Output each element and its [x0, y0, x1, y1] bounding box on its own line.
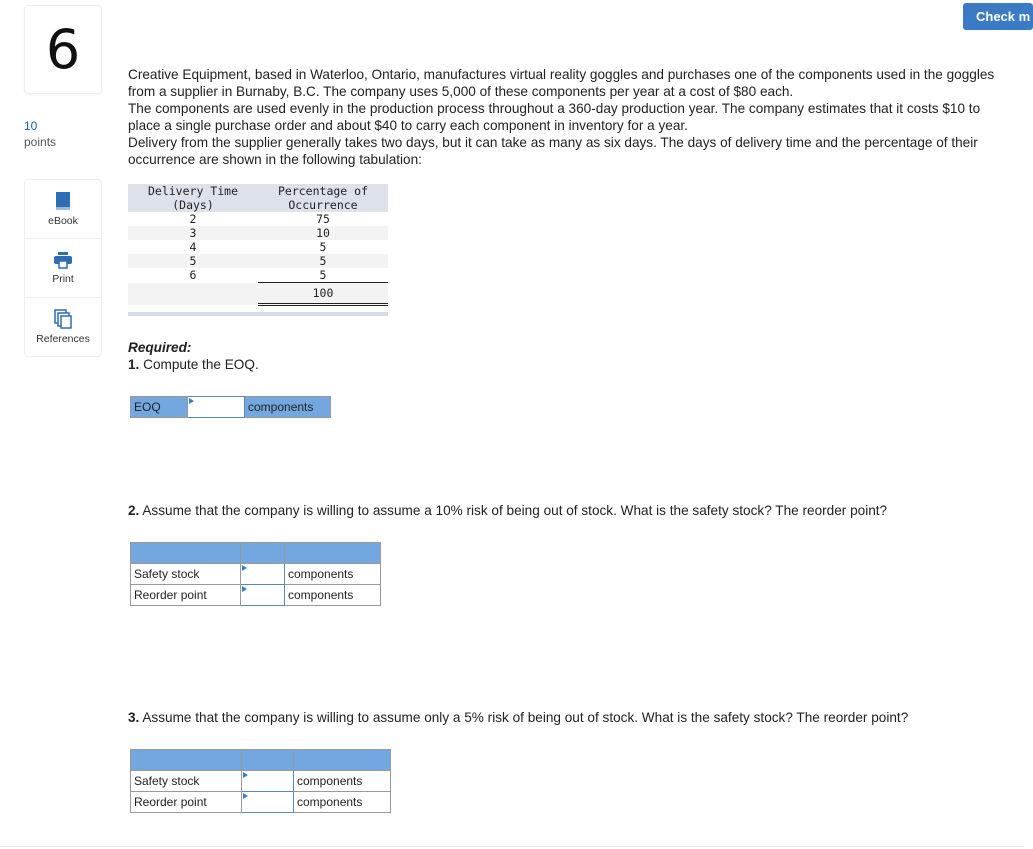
- header-percentage: Percentage of: [258, 184, 388, 198]
- q3-answer-table: [130, 749, 391, 813]
- q3-number: 3.: [128, 710, 140, 725]
- safety-stock-input[interactable]: [242, 771, 294, 792]
- header-percentage-sub: Occurrence: [258, 198, 388, 212]
- q2-question: Assume that the company is willing to assume a 10% risk of being out of stock. What is the safety stock? The reorder point?: [139, 503, 888, 518]
- eoq-unit: components: [245, 397, 331, 418]
- row-label: Reorder point: [131, 792, 242, 813]
- days-cell: 4: [189, 239, 197, 254]
- safety-stock-input[interactable]: [241, 564, 285, 585]
- check-my-work-button[interactable]: Check m: [963, 3, 1033, 30]
- print-button[interactable]: [25, 239, 101, 298]
- points-value: 10: [24, 119, 38, 133]
- row-label: Reorder point: [131, 585, 241, 606]
- print-label: Print: [52, 273, 74, 285]
- table-row: [128, 226, 388, 240]
- ebook-label: eBook: [48, 215, 78, 227]
- q1-text: Compute the EOQ.: [139, 357, 259, 372]
- copy-icon: [54, 309, 72, 329]
- ebook-button[interactable]: [25, 180, 101, 239]
- unit: components: [285, 585, 381, 606]
- reorder-point-input[interactable]: [242, 792, 294, 813]
- days-cell: 5: [128, 254, 258, 268]
- q1-number: 1.: [128, 357, 140, 372]
- table-footer-bar: [128, 312, 388, 316]
- required-section: [128, 339, 259, 373]
- intro-paragraph: Creative Equipment, based in Waterloo, Ontario, manufactures virtual reality goggles and purchases one of the components used in the goggles from a supplier in Burnaby, B.C. The company uses 5,000 of these components per year at a cost of $80 each.: [128, 67, 995, 99]
- eoq-answer-table: [130, 396, 331, 418]
- printer-icon: [53, 251, 73, 269]
- q2-number: 2.: [128, 503, 140, 518]
- q2-text: [128, 503, 887, 518]
- percent-cell: 5: [319, 239, 327, 254]
- percent-cell: 75: [316, 211, 330, 226]
- unit: components: [285, 564, 381, 585]
- references-button[interactable]: [25, 298, 101, 356]
- book-icon: [55, 191, 71, 211]
- points: [24, 118, 56, 150]
- header-delivery-time-sub: (Days): [128, 198, 258, 212]
- percent-cell: 10: [258, 226, 388, 240]
- eoq-label: EOQ: [131, 397, 188, 418]
- divider: [0, 846, 1024, 847]
- table-row: [131, 771, 391, 792]
- question-number: 6: [24, 5, 102, 94]
- table-row: [128, 268, 388, 283]
- references-label: References: [36, 333, 90, 345]
- reorder-point-input[interactable]: [241, 585, 285, 606]
- days-cell: 6: [189, 267, 197, 282]
- delivery-time-table: [128, 184, 388, 316]
- table-row: [128, 254, 388, 268]
- intro-paragraph: Delivery from the supplier generally takes two days, but it can take as many as six days. The days of delivery time and the percentage of their occurrence are shown in the following tabulation:: [128, 135, 978, 167]
- row-label: Safety stock: [131, 771, 242, 792]
- unit: components: [294, 771, 391, 792]
- q3-text: [128, 710, 908, 725]
- days-cell: 3: [128, 226, 258, 240]
- percent-cell: 5: [258, 254, 388, 268]
- table-row: [131, 585, 381, 606]
- required-heading: Required:: [128, 340, 192, 355]
- total-cell: 100: [258, 283, 388, 305]
- table-row: [128, 212, 388, 226]
- unit: components: [294, 792, 391, 813]
- table-row: [131, 792, 391, 813]
- table-row: [128, 240, 388, 254]
- points-label: points: [24, 135, 57, 149]
- q2-answer-table: [130, 542, 381, 606]
- table-row: [131, 564, 381, 585]
- header-delivery-time: Delivery Time: [128, 184, 258, 198]
- days-cell: 2: [189, 211, 197, 226]
- empty-cell: [128, 283, 258, 305]
- eoq-input[interactable]: [188, 397, 245, 418]
- row-label: Safety stock: [131, 564, 241, 585]
- tools-panel: [24, 179, 102, 357]
- percent-cell: 5: [258, 268, 388, 283]
- problem-text: [128, 66, 1008, 168]
- intro-paragraph: The components are used evenly in the production process throughout a 360-day production year. The company estimates that it costs $10 to place a single purchase order and about $40 to carry each component in inventory for a year.: [128, 101, 981, 133]
- total-row: [128, 283, 388, 305]
- q3-question: Assume that the company is willing to assume only a 5% risk of being out of stock. What is the safety stock? The reorder point?: [139, 710, 909, 725]
